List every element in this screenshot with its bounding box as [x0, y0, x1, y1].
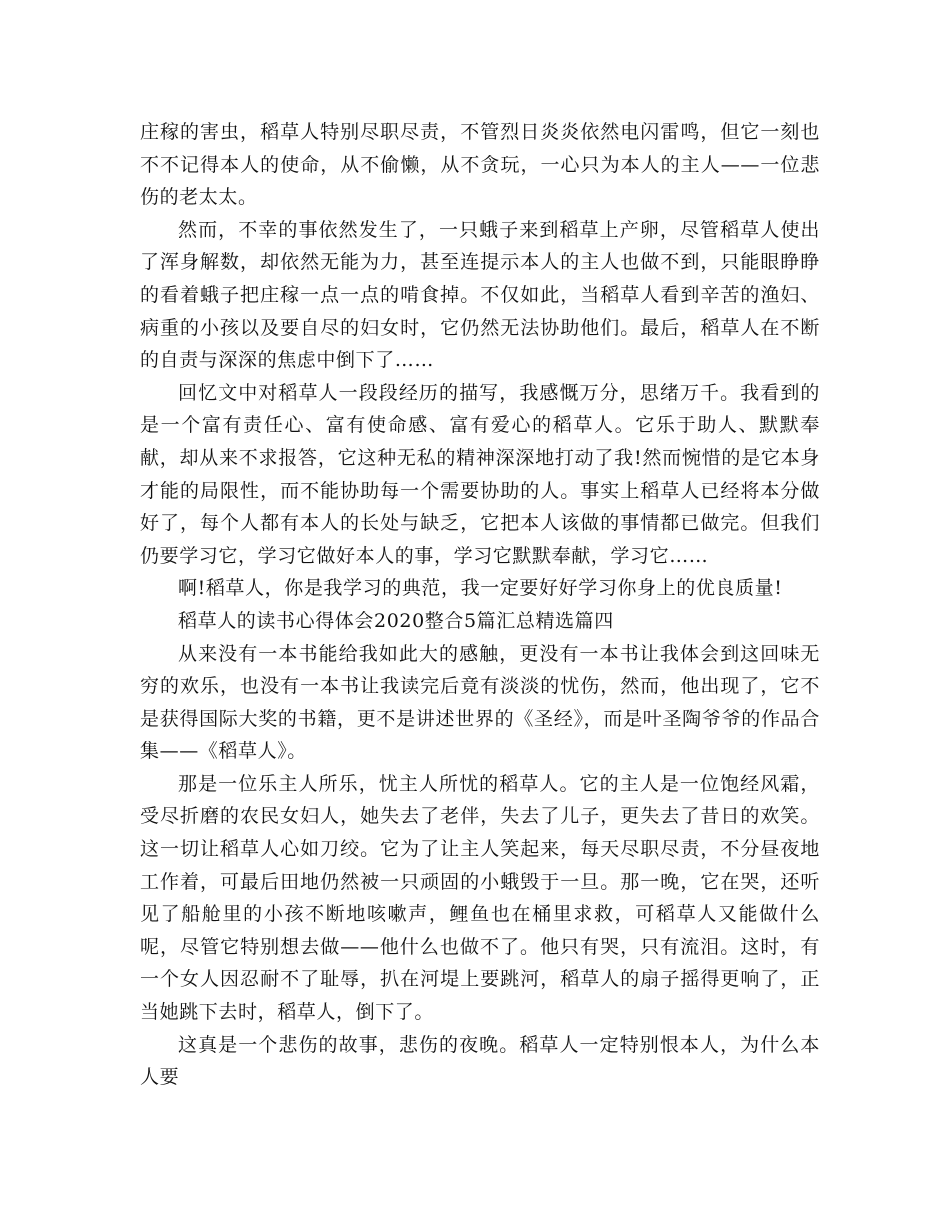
paragraph-8: 这真是一个悲伤的故事，悲伤的夜晚。稻草人一定特别恨本人，为什么本人要: [140, 1033, 820, 1089]
paragraph-1: 庄稼的害虫，稻草人特别尽职尽责，不管烈日炎炎依然电闪雷鸣，但它一刻也不不记得本人的使命，从不偷懒，从不贪玩，一心只为本人的主人——一位悲伤的老太太。: [140, 121, 820, 209]
paragraph-2: 然而，不幸的事依然发生了，一只蛾子来到稻草上产卵，尽管稻草人使出了浑身解数，却依然无能为力，甚至连提示本人的主人也做不到，只能眼睁睁的看着蛾子把庄稼一点一点的啃食掉。不仅如此，当稻草人看到辛苦的渔妇、病重的小孩以及要自尽的妇女时，它仍然无法协助他们。最后，稻草人在不断的自责与深深的焦虑中倒下了……: [140, 218, 820, 372]
paragraph-3: 回忆文中对稻草人一段段经历的描写，我感慨万分，思绪万千。我看到的是一个富有责任心、富有使命感、富有爱心的稻草人。它乐于助人、默默奉献，却从来不求报答，它这种无私的精神深深地打动了我!然而惋惜的是它本身才能的局限性，而不能协助每一个需要协助的人。事实上稻草人已经将本分做好了，每个人都有本人的长处与缺乏，它把本人该做的事情都已做完。但我们仍要学习它，学习它做好本人的事，学习它默默奉献，学习它……: [140, 381, 820, 567]
section-heading: 稻草人的读书心得体会2020整合5篇汇总精选篇四: [178, 609, 614, 632]
paragraph-6: 从来没有一本书能给我如此大的感触，更没有一本书让我体会到这回味无穷的欢乐，也没有一本书让我读完后竟有淡淡的忧伤，然而，他出现了，它不是获得国际大奖的书籍，更不是讲述世界的《圣经》，而是叶圣陶爷爷的作品合集——《稻草人》。: [140, 642, 820, 763]
paragraph-7: 那是一位乐主人所乐，忧主人所忧的稻草人。它的主人是一位饱经风霜，受尽折磨的农民女妇人，她失去了老伴，失去了儿子，更失去了昔日的欢笑。这一切让稻草人心如刀绞。它为了让主人笑起来，每天尽职尽责，不分昼夜地工作着，可最后田地仍然被一只顽固的小蛾毁于一旦。那一晚，它在哭，还听见了船舱里的小孩不断地咳嗽声，鲤鱼也在桶里求救，可稻草人又能做什么呢，尽管它特别想去做——他什么也做不了。他只有哭，只有流泪。这时，有一个女人因忍耐不了耻辱，扒在河堤上要跳河，稻草人的扇子摇得更响了，正当她跳下去时，稻草人，倒下了。: [140, 772, 820, 1024]
paragraph-4: 啊!稻草人，你是我学习的典范，我一定要好好学习你身上的优良质量!: [178, 577, 783, 600]
document-body: [140, 116, 820, 1094]
